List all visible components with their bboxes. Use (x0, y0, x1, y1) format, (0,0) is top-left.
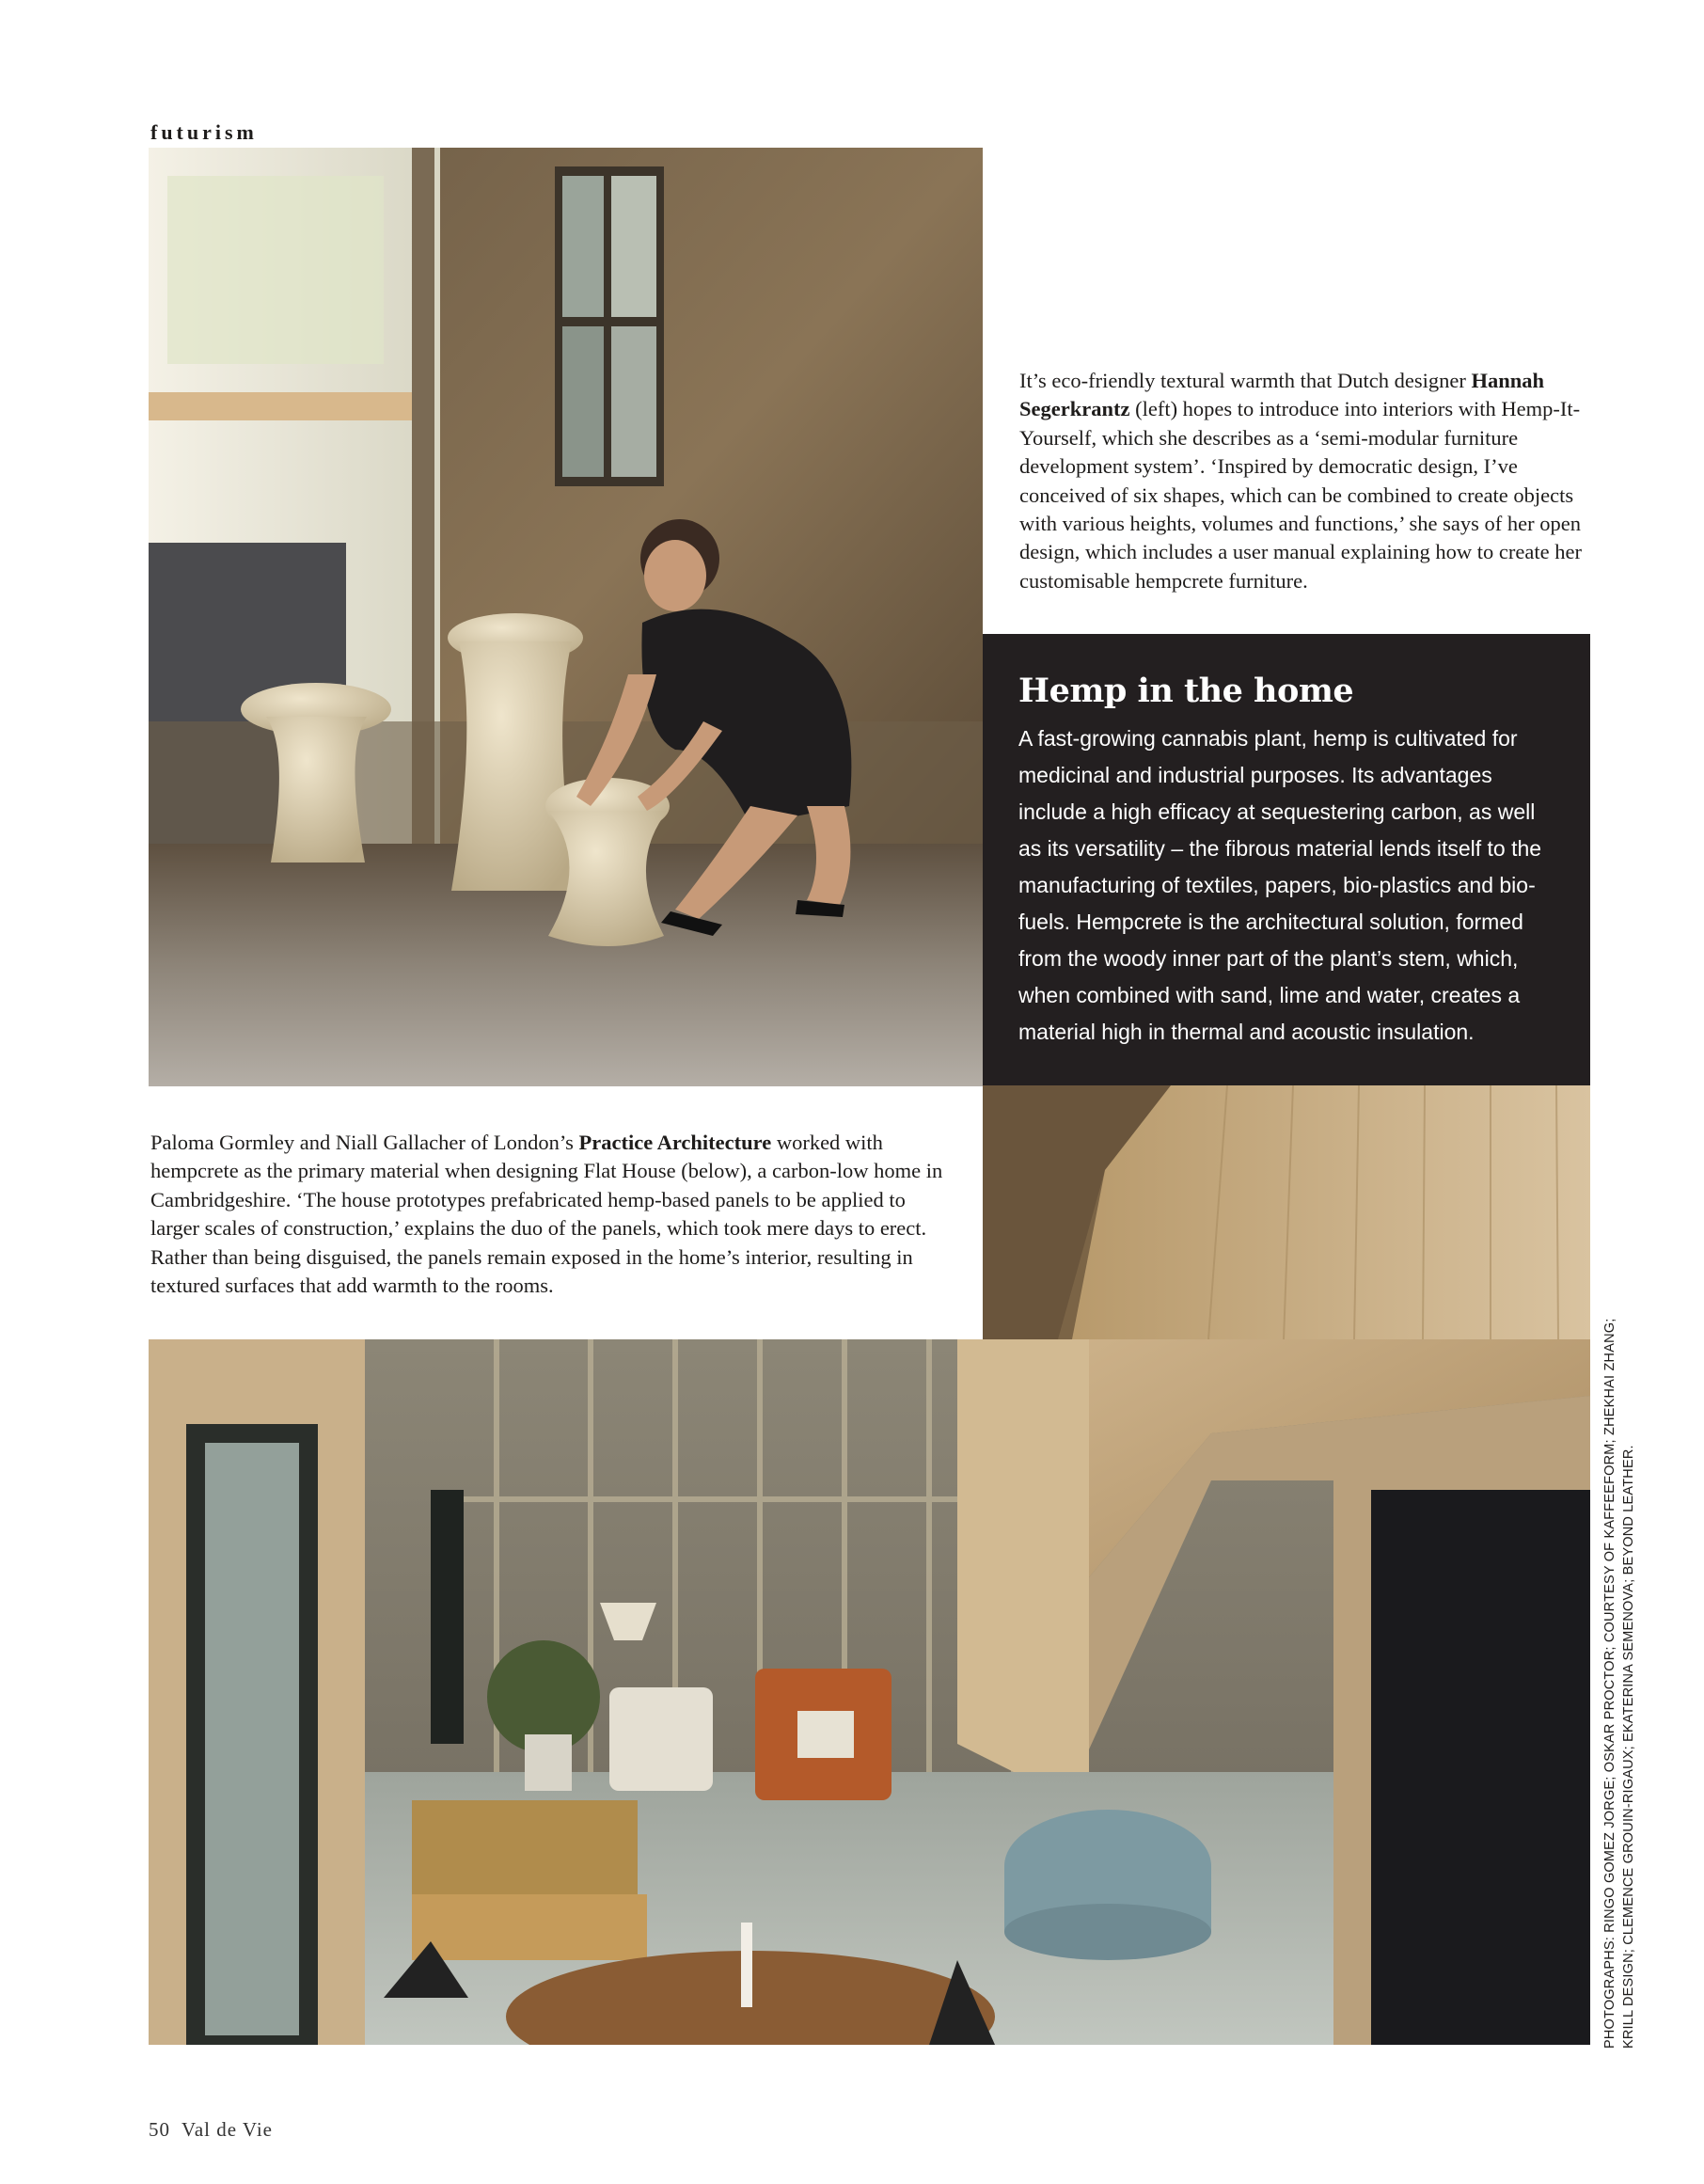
magazine-name: Val de Vie (181, 2118, 273, 2141)
practice-name: Practice Architecture (578, 1131, 772, 1154)
photo-timber-stair-upper (983, 1085, 1590, 1339)
photo-credit-line1: PHOTOGRAPHS: RINGO GOMEZ JORGE; OSKAR PROCTOR; COURTESY OF KAFFEEFORM; ZHEKHAI ZHANG; (1602, 1318, 1617, 2049)
photo-credit-line2: KRILL DESIGN; CLEMENCE GROUIN-RIGAUX; EKATERINA SEMENOVA; BEYOND LEATHER. (1621, 1445, 1636, 2049)
photo-flat-house-interior (149, 1339, 1590, 2045)
photo-hempcrete-stools (149, 148, 983, 1086)
sidebar-title: Hemp in the home (1018, 672, 1354, 710)
intro-text-part2: (left) hopes to introduce into interiors with Hemp-It-Yourself, which she describes as a ‘semi-modular furniture development system’. ‘Inspired by democratic design, I’ve conceived of six shapes, which can be combined to create objects with various heights, volumes and functions,’ she says of her open design, which includes a user manual explaining how to create her customisable hempcrete furniture. (1019, 397, 1582, 593)
practice-text-part1: Paloma Gormley and Niall Gallacher of London’s (150, 1131, 579, 1154)
intro-paragraph (1019, 367, 1593, 595)
page-footer (149, 2118, 284, 2142)
hemp-sidebar-box (983, 634, 1590, 1085)
designer-name: Hannah Segerkrantz (1019, 369, 1545, 421)
practice-text-part2: worked with hempcrete as the primary material when designing Flat House (below), a carbon-low home in Cambridgeshire. ‘The house prototypes prefabricated hemp-based panels to be applied to larger scales of construction,’ explains the duo of the panels, which took mere days to erect. Rather than being disguised, the panels remain exposed in the home’s interior, resulting in textured surfaces that add warmth to the rooms. (150, 1131, 943, 1298)
page-number: 50 (149, 2118, 170, 2141)
sidebar-body: A fast-growing cannabis plant, hemp is cultivated for medicinal and industrial purposes. Its advantages include a high efficacy at sequestering carbon, as well as its versatility – the fibrous material lends itself to the manufacturing of textiles, papers, bio-plastics and bio-fuels. Hempcrete is the architectural solution, formed from the woody inner part of the plant’s stem, which, when combined with sand, lime and water, creates a material high in thermal and acoustic insulation. (1018, 726, 1542, 1044)
practice-paragraph (150, 1129, 950, 1300)
section-tag: futurism (150, 120, 258, 144)
intro-text-part1: It’s eco-friendly textural warmth that Dutch designer (1019, 369, 1472, 392)
photo-credit (1601, 1319, 1638, 2049)
